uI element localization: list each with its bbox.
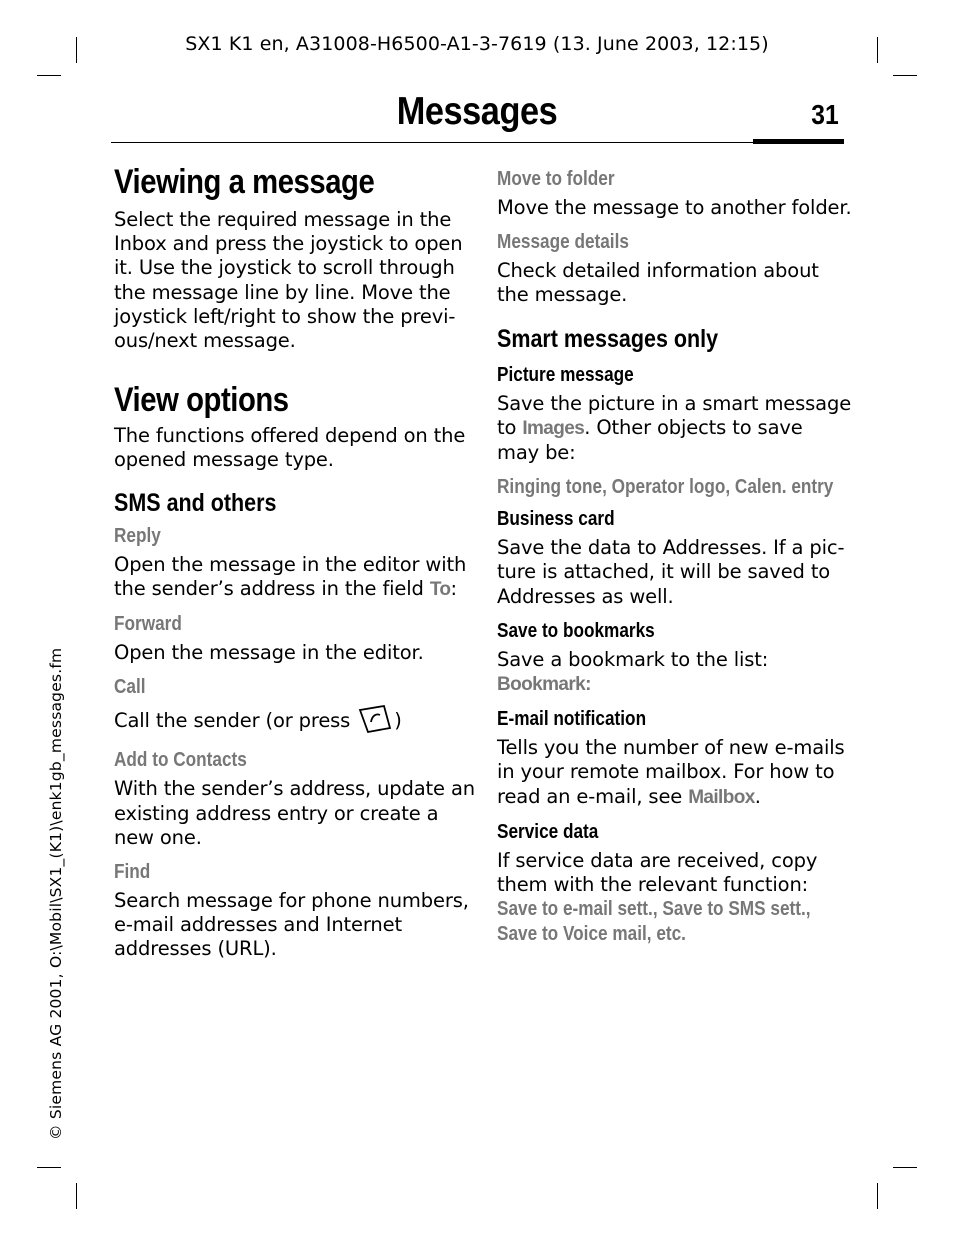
text-line: Save the picture in a smart message: [497, 391, 852, 415]
text-line: [114, 704, 464, 740]
forward-paragraph: [114, 641, 464, 665]
menu-ref-bookmark: Bookmark:: [497, 674, 591, 696]
text-line: addresses (URL).: [114, 937, 277, 961]
menu-message-details: Message details: [497, 231, 629, 254]
document-info-line: SX1 K1 en, A31008-H6500-A1-3-7619 (13. June 2003, 12:15): [185, 33, 769, 55]
menu-ref-to: To: [429, 578, 451, 600]
menu-add-to-contacts: Add to Contacts: [114, 749, 247, 772]
text-line: Save a bookmark to the list:: [497, 647, 769, 671]
viewing-paragraph: [114, 208, 464, 353]
text-line: Select the required message in the: [114, 208, 452, 231]
text-line: Move the message to another folder.: [497, 196, 852, 219]
text-line: them with the relevant function:: [497, 873, 809, 897]
text-line: [114, 577, 464, 602]
text-line: [497, 672, 847, 697]
text-line: opened message type.: [114, 448, 334, 472]
heading-service-data: Service data: [497, 820, 599, 843]
crop-mark: [877, 1183, 878, 1209]
heading-email-notification: E-mail notification: [497, 708, 647, 731]
business-paragraph: [497, 536, 847, 609]
text-line: Tells you the number of new e-mails: [497, 736, 845, 760]
text-span: read an e-mail, see: [497, 784, 689, 808]
text-line: With the sender’s address, update an: [114, 777, 475, 801]
text-line: Addresses as well.: [497, 584, 674, 608]
text-span: to: [497, 415, 523, 439]
page-number-rule: [753, 139, 844, 144]
menu-line: Save to e-mail sett., Save to SMS sett.,: [497, 898, 811, 921]
heading-business-card: Business card: [497, 508, 615, 531]
text-span: Call the sender (or press: [114, 709, 357, 733]
menu-line: Save to Voice mail, etc.: [497, 923, 686, 946]
text-line: Open the message in the editor.: [114, 641, 424, 665]
crop-mark: [76, 1183, 77, 1209]
heading-save-bookmarks: Save to bookmarks: [497, 619, 655, 642]
view-options-paragraph: [114, 424, 464, 472]
text-line: in your remote mailbox. For how to: [497, 760, 835, 784]
text-line: ture is attached, it will be saved to: [497, 560, 831, 584]
left-column: [114, 162, 475, 962]
find-paragraph: [114, 889, 469, 962]
text-line: the message.: [497, 283, 628, 307]
text-line: Search message for phone numbers,: [114, 889, 469, 913]
text-span: the sender’s address in the field: [114, 576, 430, 600]
service-paragraph: [497, 849, 847, 897]
crop-mark: [893, 75, 917, 76]
copyright-side-text: © Siemens AG 2001, O:\Mobil\SX1_(K1)\enk1gb_messages.fm: [47, 647, 65, 1140]
title-rule: [111, 142, 754, 143]
text-span: ): [394, 709, 402, 733]
text-line: joystick left/right to show the previ-: [114, 304, 456, 328]
heading-picture-message: Picture message: [497, 363, 634, 386]
text-line: If service data are received, copy: [497, 848, 818, 872]
text-line: new one.: [114, 825, 202, 849]
heading-smart-messages: Smart messages only: [497, 324, 719, 353]
reply-paragraph: [114, 552, 467, 602]
text-line: Save the data to Addresses. If a pic-: [497, 536, 845, 560]
text-line: Inbox and press the joystick to open: [114, 232, 463, 256]
text-span: :: [450, 576, 457, 600]
right-column: [497, 166, 852, 947]
details-paragraph: [497, 259, 847, 307]
menu-ref-images: Images: [522, 417, 585, 439]
email-paragraph: [497, 736, 847, 810]
menu-call: Call: [114, 676, 146, 699]
text-span: . Other objects to save: [584, 415, 803, 439]
text-line: Open the message in the editor with: [114, 552, 467, 576]
bookmarks-paragraph: [497, 648, 847, 697]
heading-view-options: View options: [114, 381, 289, 420]
menu-forward: Forward: [114, 613, 182, 636]
heading-viewing-message: Viewing a message: [114, 163, 375, 201]
crop-mark: [893, 1167, 917, 1168]
text-line: existing address entry or create a: [114, 801, 439, 825]
crop-mark: [37, 1167, 61, 1168]
menu-find: Find: [114, 861, 151, 884]
picture-paragraph: [497, 391, 852, 466]
heading-sms-others: SMS and others: [114, 488, 277, 517]
text-line: may be:: [497, 441, 576, 465]
text-line: The functions offered depend on the: [114, 424, 466, 448]
menu-picture-objects: Ringing tone, Operator logo, Calen. entry: [497, 476, 834, 499]
text-line: ous/next message.: [114, 329, 296, 353]
text-span: .: [754, 784, 761, 808]
text-line: [497, 416, 847, 441]
crop-mark: [37, 75, 61, 76]
page-number: 31: [811, 99, 839, 130]
menu-reply: Reply: [114, 524, 161, 547]
call-key-icon: [358, 704, 392, 740]
page-title: Messages: [396, 90, 558, 133]
text-line: it. Use the joystick to scroll through: [114, 256, 455, 280]
call-paragraph: [114, 704, 464, 740]
move-paragraph: [497, 196, 852, 220]
menu-move-to-folder: Move to folder: [497, 168, 615, 190]
text-line: [497, 785, 847, 810]
add-contacts-paragraph: [114, 777, 475, 850]
service-functions-menu: [497, 897, 811, 947]
text-line: the message line by line. Move the: [114, 280, 451, 304]
text-line: Check detailed information about: [497, 259, 819, 283]
menu-ref-mailbox: Mailbox: [688, 786, 755, 808]
text-line: e-mail addresses and Internet: [114, 913, 402, 937]
